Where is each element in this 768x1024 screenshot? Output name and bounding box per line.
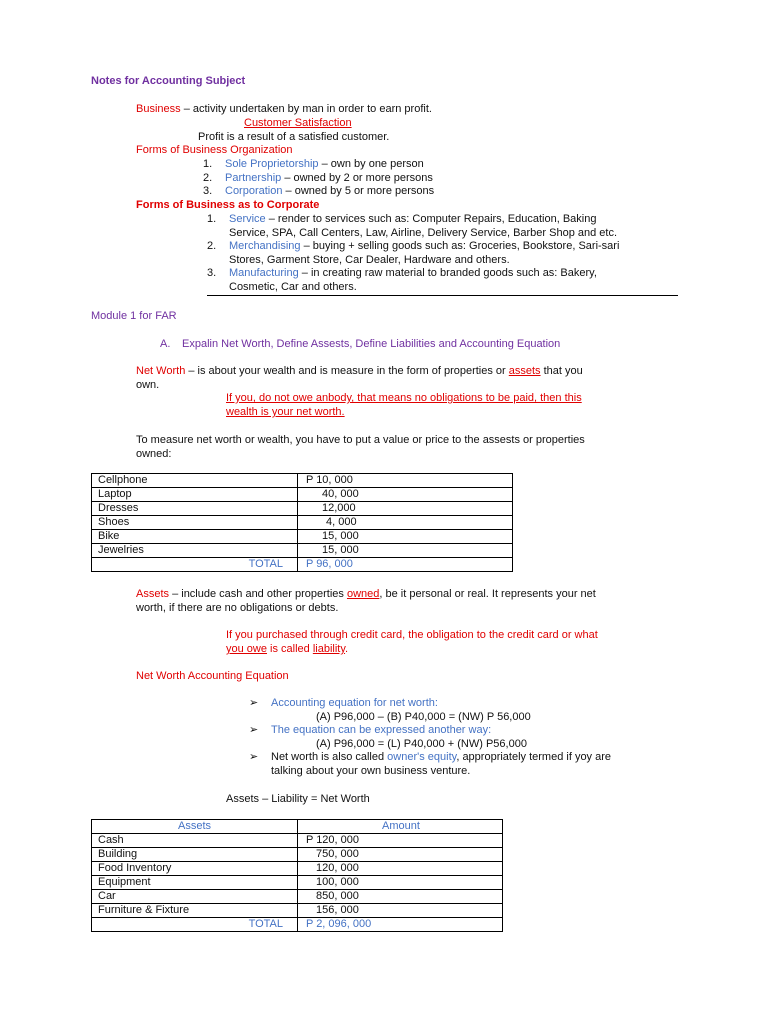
table-row bbox=[92, 474, 513, 488]
header-amount: Amount bbox=[298, 820, 503, 834]
table-cell: Building bbox=[92, 848, 298, 862]
forms-corp-item bbox=[207, 212, 596, 226]
liability-note-end: . bbox=[345, 643, 349, 655]
service-label: Service bbox=[229, 213, 266, 225]
table-cell: 15, 000 bbox=[298, 544, 513, 558]
net-worth-definition bbox=[136, 364, 583, 378]
table-row bbox=[92, 862, 503, 876]
module-item-text: Expalin Net Worth, Define Assests, Define Liabilities and Accounting Equation bbox=[182, 338, 561, 350]
forms-corp-item bbox=[207, 266, 597, 280]
net-worth-text-end: that you bbox=[540, 365, 583, 377]
net-worth-label: Net Worth bbox=[136, 365, 186, 377]
measure-text: To measure net worth or wealth, you have to put a value or price to the assests or properties bbox=[136, 434, 585, 446]
table-row bbox=[92, 502, 513, 516]
liability-note-text: is called bbox=[266, 643, 313, 655]
net-worth-text: – is about your wealth and is measure in the form of properties or bbox=[185, 365, 509, 377]
table-row bbox=[92, 890, 503, 904]
customer-satisfaction: Customer Satisfaction bbox=[244, 117, 352, 129]
forms-org-item bbox=[203, 157, 424, 171]
arrow-bullet-icon: ➢ bbox=[249, 724, 259, 736]
item-text: – buying + selling goods such as: Groceries, Bookstore, Sari-sari bbox=[300, 240, 620, 252]
forms-corp-item-cont: Cosmetic, Car and others. bbox=[229, 281, 357, 293]
table-row bbox=[92, 876, 503, 890]
item-letter: A. bbox=[160, 338, 171, 350]
bullet-text: The equation can be expressed another way: bbox=[271, 724, 492, 736]
item-text: – in creating raw material to branded goods such as: Bakery, bbox=[298, 267, 597, 279]
table-row bbox=[92, 516, 513, 530]
assets-label: Assets bbox=[136, 588, 170, 600]
net-worth-table bbox=[91, 473, 513, 572]
item-number: 2. bbox=[203, 172, 213, 184]
table-cell: 750, 000 bbox=[298, 848, 503, 862]
table-cell: Shoes bbox=[92, 516, 298, 530]
business-text: – activity undertaken by man in order to earn profit. bbox=[180, 103, 432, 115]
table-cell: 40, 000 bbox=[298, 488, 513, 502]
total-label: TOTAL bbox=[92, 558, 298, 572]
forms-org-item bbox=[203, 184, 434, 198]
table-cell: Furniture & Fixture bbox=[92, 904, 298, 918]
forms-org-item bbox=[203, 171, 433, 185]
table-cell: 156, 000 bbox=[298, 904, 503, 918]
forms-org-heading: Forms of Business Organization bbox=[136, 144, 293, 156]
item-text: – render to services such as: Computer Repairs, Education, Baking bbox=[265, 213, 597, 225]
partnership-label: Partnership bbox=[225, 172, 282, 184]
assets-link-word: assets bbox=[508, 365, 541, 377]
business-label: Business bbox=[136, 103, 181, 115]
equation-bullet bbox=[249, 750, 611, 764]
table-header-row bbox=[92, 820, 503, 834]
assets-definition-cont: worth, if there are no obligations or debts. bbox=[136, 602, 339, 614]
table-cell: Cash bbox=[92, 834, 298, 848]
section-divider bbox=[207, 295, 678, 296]
profit-line: Profit is a result of a satisfied customer. bbox=[198, 131, 390, 143]
total-label: TOTAL bbox=[92, 918, 298, 932]
equation-2: (A) P96,000 = (L) P40,000 + (NW) P56,000 bbox=[316, 738, 527, 750]
forms-corp-item-cont: Service, SPA, Call Centers, Law, Airline, Delivery Service, Barber Shop and etc. bbox=[229, 227, 618, 239]
table-total-row bbox=[92, 918, 503, 932]
table-cell: P 10, 000 bbox=[298, 474, 513, 488]
item-number: 1. bbox=[203, 158, 213, 170]
table-cell: P 120, 000 bbox=[298, 834, 503, 848]
net-worth-note-cont: wealth is your net worth. bbox=[226, 406, 345, 418]
equation-bullet bbox=[249, 696, 438, 710]
assets-table bbox=[91, 819, 503, 932]
accounting-formula: Assets – Liability = Net Worth bbox=[226, 793, 370, 805]
table-cell: Cellphone bbox=[92, 474, 298, 488]
forms-corp-item bbox=[207, 239, 619, 253]
business-definition bbox=[136, 102, 432, 116]
manufacturing-label: Manufacturing bbox=[229, 267, 299, 279]
item-number: 2. bbox=[207, 240, 217, 252]
table-cell: 12,000 bbox=[298, 502, 513, 516]
table-cell: Equipment bbox=[92, 876, 298, 890]
liability-word: liability bbox=[312, 643, 346, 655]
owners-equity-term: owner's equity bbox=[387, 751, 457, 763]
item-text: – own by one person bbox=[318, 158, 424, 170]
item-text: – owned by 5 or more persons bbox=[282, 185, 435, 197]
bullet-text: Accounting equation for net worth: bbox=[271, 697, 438, 709]
table-cell: 120, 000 bbox=[298, 862, 503, 876]
total-value: P 96, 000 bbox=[298, 558, 513, 572]
you-owe-word: you owe bbox=[226, 643, 267, 655]
table-cell: Laptop bbox=[92, 488, 298, 502]
arrow-bullet-icon: ➢ bbox=[249, 697, 259, 709]
assets-definition bbox=[136, 587, 596, 601]
liability-note-cont bbox=[226, 642, 348, 656]
table-cell: 4, 000 bbox=[298, 516, 513, 530]
owned-word: owned bbox=[346, 588, 380, 600]
arrow-bullet-icon: ➢ bbox=[249, 751, 259, 763]
measure-text-cont: owned: bbox=[136, 448, 172, 460]
module-title: Module 1 for FAR bbox=[91, 310, 177, 322]
item-text: – owned by 2 or more persons bbox=[281, 172, 433, 184]
bullet-text-end: , appropriately termed if yoy are bbox=[456, 751, 612, 763]
bullet-text: Net worth is also called bbox=[271, 751, 388, 763]
header-assets: Assets bbox=[92, 820, 298, 834]
equation-heading: Net Worth Accounting Equation bbox=[136, 670, 289, 682]
table-row bbox=[92, 904, 503, 918]
net-worth-note: If you, do not owe anbody, that means no obligations to be paid, then this bbox=[226, 392, 582, 404]
forms-corp-item-cont: Stores, Garment Store, Car Dealer, Hardware and others. bbox=[229, 254, 510, 266]
item-number: 1. bbox=[207, 213, 217, 225]
item-number: 3. bbox=[203, 185, 213, 197]
table-cell: Jewelries bbox=[92, 544, 298, 558]
assets-text: – include cash and other properties bbox=[169, 588, 347, 600]
table-row bbox=[92, 530, 513, 544]
table-cell: 15, 000 bbox=[298, 530, 513, 544]
corporation-label: Corporation bbox=[225, 185, 283, 197]
forms-corp-heading: Forms of Business as to Corporate bbox=[136, 199, 320, 211]
total-value: P 2, 096, 000 bbox=[298, 918, 503, 932]
table-row bbox=[92, 848, 503, 862]
item-number: 3. bbox=[207, 267, 217, 279]
equation-bullet-cont: talking about your own business venture. bbox=[271, 765, 471, 777]
table-cell: 850, 000 bbox=[298, 890, 503, 904]
table-row bbox=[92, 488, 513, 502]
table-row bbox=[92, 544, 513, 558]
equation-bullet bbox=[249, 723, 491, 737]
table-cell: Car bbox=[92, 890, 298, 904]
equation-1: (A) P96,000 – (B) P40,000 = (NW) P 56,000 bbox=[316, 711, 531, 723]
table-cell: Dresses bbox=[92, 502, 298, 516]
module-item bbox=[160, 337, 560, 351]
sole-proprietorship-label: Sole Proprietorship bbox=[225, 158, 319, 170]
table-cell: Food Inventory bbox=[92, 862, 298, 876]
liability-note: If you purchased through credit card, the obligation to the credit card or what bbox=[226, 629, 598, 641]
page-title: Notes for Accounting Subject bbox=[91, 75, 246, 87]
table-row bbox=[92, 834, 503, 848]
merchandising-label: Merchandising bbox=[229, 240, 301, 252]
net-worth-cont: own. bbox=[136, 379, 160, 391]
assets-text-end: , be it personal or real. It represents your net bbox=[379, 588, 596, 600]
table-total-row bbox=[92, 558, 513, 572]
table-cell: 100, 000 bbox=[298, 876, 503, 890]
table-cell: Bike bbox=[92, 530, 298, 544]
